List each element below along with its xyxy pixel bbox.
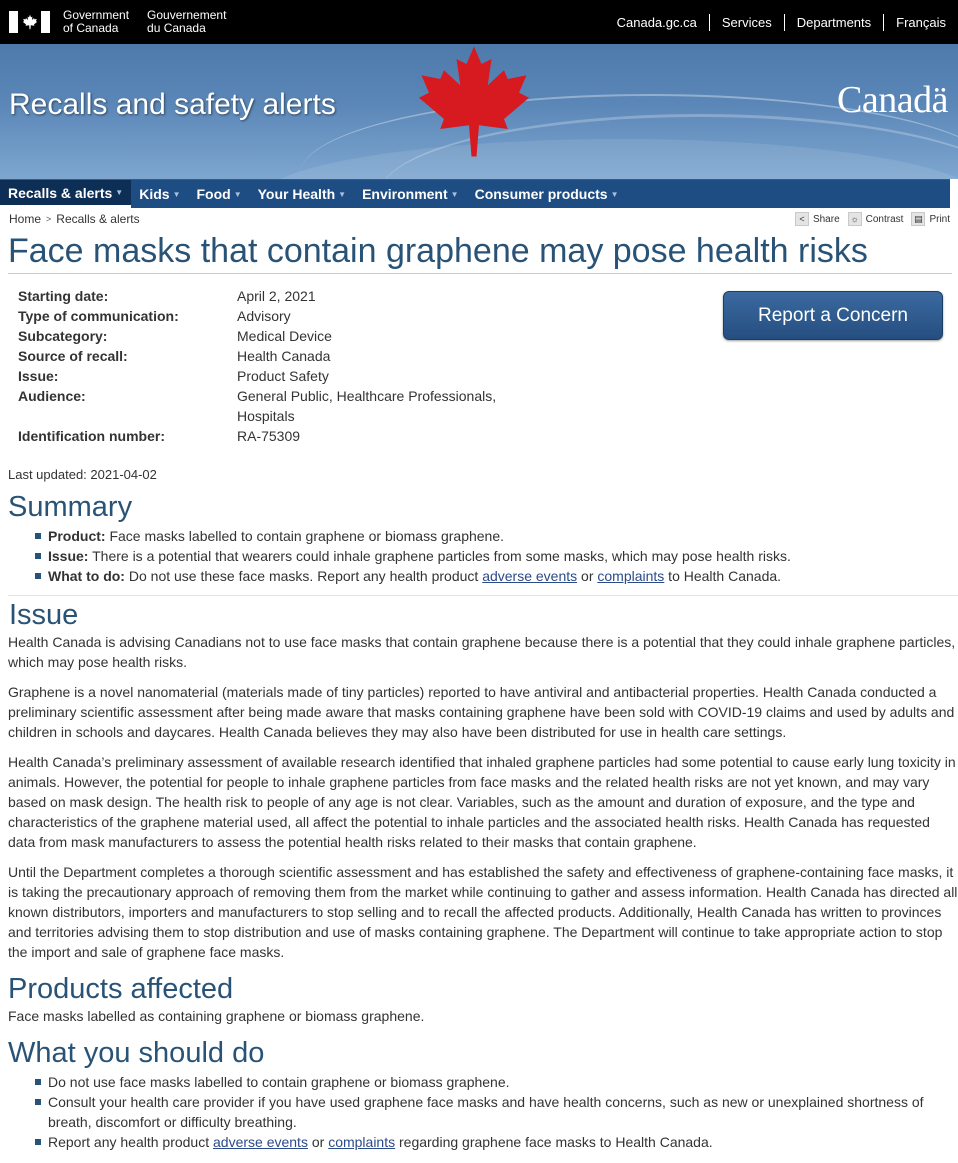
nav-services[interactable]: Services bbox=[709, 14, 784, 31]
detail-row: Identification number: RA-75309 bbox=[18, 428, 301, 444]
summary-heading: Summary bbox=[8, 491, 133, 523]
chevron-right-icon: > bbox=[46, 214, 52, 224]
caret-down-icon: ▼ bbox=[338, 189, 347, 199]
caret-down-icon: ▼ bbox=[172, 189, 181, 199]
contrast-icon: ☼ bbox=[848, 212, 862, 226]
detail-row: Audience: General Public, Healthcare Professionals, Hospitals bbox=[18, 388, 497, 424]
nav-canada-gc-ca[interactable]: Canada.gc.ca bbox=[616, 14, 697, 30]
nav-departments[interactable]: Departments bbox=[784, 14, 883, 31]
list-item: Do not use face masks labelled to contain graphene or biomass graphene. bbox=[46, 1072, 958, 1092]
canada-flag-icon bbox=[9, 11, 50, 33]
canada-wordmark: Canadä bbox=[837, 79, 948, 121]
list-item: What to do: Do not use these face masks. Report any health product adverse events or complaints to Health Canada. bbox=[46, 566, 958, 586]
wordmark-english: Government of Canada bbox=[63, 8, 130, 35]
what-to-do-list bbox=[46, 1072, 958, 1152]
nav-francais[interactable]: Français bbox=[883, 14, 958, 31]
federal-identity-bar bbox=[0, 0, 958, 44]
menu-your-health[interactable]: Your Health ▼ bbox=[257, 186, 347, 202]
adverse-events-link[interactable]: adverse events bbox=[213, 1134, 308, 1150]
breadcrumb bbox=[9, 212, 140, 226]
list-item: Issue: There is a potential that wearers could inhale graphene particles from some masks, which may pose health risks. bbox=[46, 546, 958, 566]
summary-list bbox=[46, 526, 958, 586]
caret-down-icon: ▼ bbox=[233, 189, 242, 199]
federal-nav bbox=[605, 0, 958, 44]
page-tools bbox=[787, 212, 950, 226]
wordmark-french: Gouvernement du Canada bbox=[147, 8, 227, 35]
list-item: Report any health product adverse events or complaints regarding graphene face masks to Health Canada. bbox=[46, 1132, 958, 1152]
caret-down-icon: ▼ bbox=[610, 189, 619, 199]
issue-paragraph: Health Canada’s preliminary assessment of available research identified that inhaled graphene particles had some potential to cause early lung toxicity in animals. However, the potential for people to inhale graphene particles from face masks and the related health risks are not yet known, and may vary based on mask design. The health risk to people of any age is not clear. Variables, such as the amount and duration of exposure, and the type and characteristics of the graphene material used, all affect the potential to inhale particles and the associated health risks. Health Canada has requested data from mask manufacturers to assess the potential health risks related to their masks that contain graphene. bbox=[8, 754, 956, 850]
site-title[interactable]: Recalls and safety alerts bbox=[9, 88, 336, 121]
breadcrumb-recalls-alerts[interactable]: Recalls & alerts bbox=[56, 212, 140, 226]
contrast-button[interactable]: ☼ Contrast bbox=[848, 212, 904, 226]
print-icon: ▤ bbox=[911, 212, 925, 226]
detail-row: Type of communication: Advisory bbox=[18, 308, 291, 324]
list-item: Consult your health care provider if you have used graphene face masks and have health concerns, such as new or unexplained shortness of breath, discomfort or difficulty breathing. bbox=[46, 1092, 958, 1132]
issue-paragraph: Health Canada is advising Canadians not to use face masks that contain graphene because there is a potential that they could inhale graphene particles, which may pose health risks. bbox=[8, 634, 956, 670]
main-menu bbox=[0, 179, 950, 208]
what-to-do-heading: What you should do bbox=[8, 1037, 265, 1069]
menu-environment[interactable]: Environment ▼ bbox=[362, 186, 459, 202]
detail-row: Source of recall: Health Canada bbox=[18, 348, 331, 364]
maple-leaf-icon bbox=[408, 44, 540, 169]
products-affected-text: Face masks labelled as containing graphene or biomass graphene. bbox=[8, 1008, 425, 1024]
caret-down-icon: ▼ bbox=[115, 188, 124, 197]
caret-down-icon: ▼ bbox=[450, 189, 459, 199]
page-title: Face masks that contain graphene may pose health risks bbox=[8, 231, 952, 274]
main-content bbox=[8, 490, 958, 1152]
issue-heading: Issue bbox=[9, 599, 79, 631]
menu-consumer-products[interactable]: Consumer products ▼ bbox=[474, 186, 619, 202]
list-item: Product: Face masks labelled to contain graphene or biomass graphene. bbox=[46, 526, 958, 546]
menu-recalls-alerts[interactable]: Recalls & alerts ▼ bbox=[0, 180, 131, 208]
share-button[interactable]: < Share bbox=[795, 212, 840, 226]
share-icon: < bbox=[795, 212, 809, 226]
menu-food[interactable]: Food ▼ bbox=[196, 186, 242, 202]
site-banner bbox=[0, 44, 958, 179]
breadcrumb-home[interactable]: Home bbox=[9, 212, 42, 226]
last-updated: Last updated: 2021-04-02 bbox=[8, 467, 157, 482]
issue-paragraph: Graphene is a novel nanomaterial (materials made of tiny particles) reported to have antiviral and antibacterial properties. Health Canada conducted a preliminary scientific assessment after being made aware that masks containing graphene have been sold with COVID-19 claims and used by adults and children in schools and daycares. Health Canada believes they may also have been distributed for use in health care settings. bbox=[8, 684, 955, 740]
government-signature[interactable] bbox=[9, 9, 244, 35]
detail-row: Issue: Product Safety bbox=[18, 368, 329, 384]
report-concern-button[interactable]: Report a Concern bbox=[723, 291, 943, 340]
complaints-link[interactable]: complaints bbox=[597, 568, 665, 584]
products-affected-heading: Products affected bbox=[8, 973, 234, 1005]
issue-paragraph: Until the Department completes a thorough scientific assessment and has established the safety and effectiveness of graphene-containing face masks, it is taking the precautionary approach of removing them from the market while continuing to gather and assess information. Health Canada has directed all known distributors, importers and manufacturers to stop selling and to recall the affected products. Additionally, Health Canada has written to provinces and territories advising them to stop distribution and use of masks containing graphene. The Department will continue to take appropriate action to stop the import and sale of graphene face masks. bbox=[8, 864, 958, 960]
divider bbox=[8, 595, 958, 596]
complaints-link[interactable]: complaints bbox=[328, 1134, 396, 1150]
menu-kids[interactable]: Kids ▼ bbox=[139, 186, 181, 202]
detail-row: Subcategory: Medical Device bbox=[18, 328, 332, 344]
adverse-events-link[interactable]: adverse events bbox=[482, 568, 578, 584]
print-button[interactable]: ▤ Print bbox=[911, 212, 950, 226]
detail-row: Starting date: April 2, 2021 bbox=[18, 288, 316, 304]
recall-details bbox=[18, 286, 507, 446]
